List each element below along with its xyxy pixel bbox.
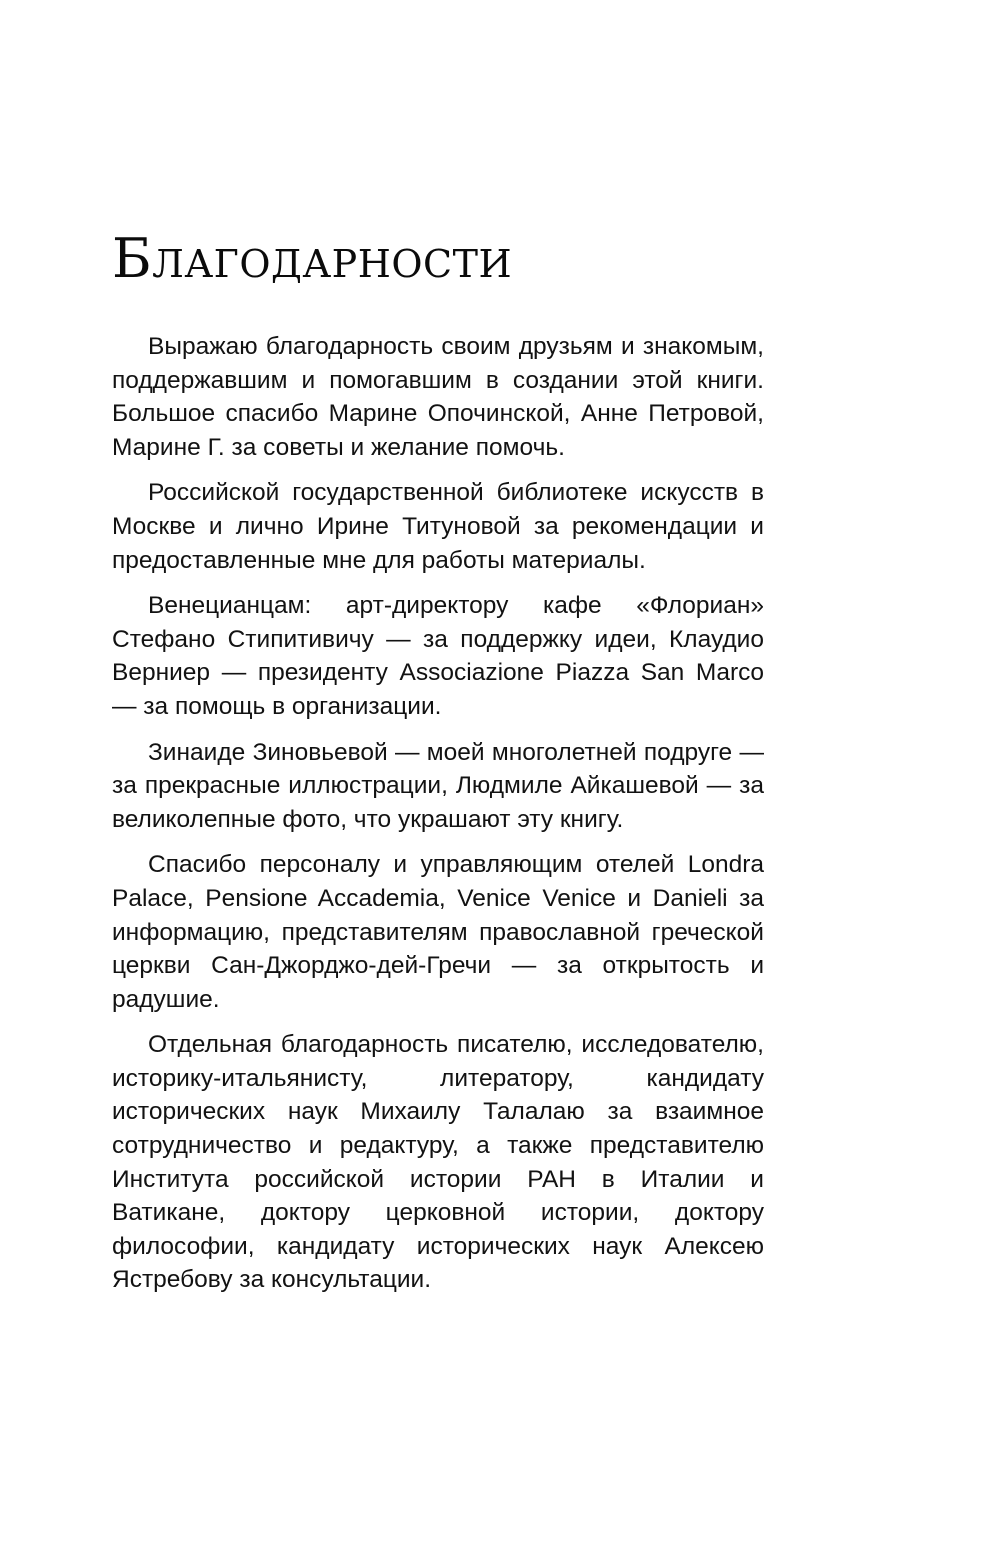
paragraph-library: Российской государственной библиотеке искусств в Москве и лично Ирине Титуновой за рекомендации и предоставленные мне для работы материалы. <box>112 479 764 574</box>
paragraph-illustrators: Зинаиде Зиновьевой — моей многолетней подруге — за прекрасные иллюстрации, Людмиле Айкашевой — за великолепные фото, что украшают эту книгу. <box>112 738 764 833</box>
paragraph-venetians: Венецианцам: арт-директору кафе «Флориан» Стефано Стипитивичу — за поддержку идеи, Клаудио Верниер — президенту Associazione Piazza San Marco — за помощь в организации. <box>112 592 764 720</box>
paragraph-hotels: Спасибо персоналу и управляющим отелей Londra Palace, Pensione Accademia, Venice Venice и Danieli за информацию, представителям православной греческой церкви Сан-Джорджо-дей-Гречи — за открытость и радушие. <box>112 851 764 1013</box>
paragraph-historians: Отдельная благодарность писателю, исследователю, историку-итальянисту, литератору, кандидату исторических наук Михаилу Талалаю за взаимное сотрудничество и редактуру, а также представителю Института российской истории РАН в Италии и Ватикане, доктору церковной истории, доктору философии, кандидату исторических наук Алексею Ястребову за консультации. <box>112 1031 764 1294</box>
acknowledgements-page <box>112 228 764 1309</box>
page-title: Благодарности <box>112 227 513 290</box>
paragraph-friends: Выражаю благодарность своим друзьям и знакомым, поддержавшим и помогавшим в создании этой книги. Большое спасибо Марине Опочинской, Анне Петровой, Марине Г. за советы и желание помочь. <box>112 333 764 461</box>
